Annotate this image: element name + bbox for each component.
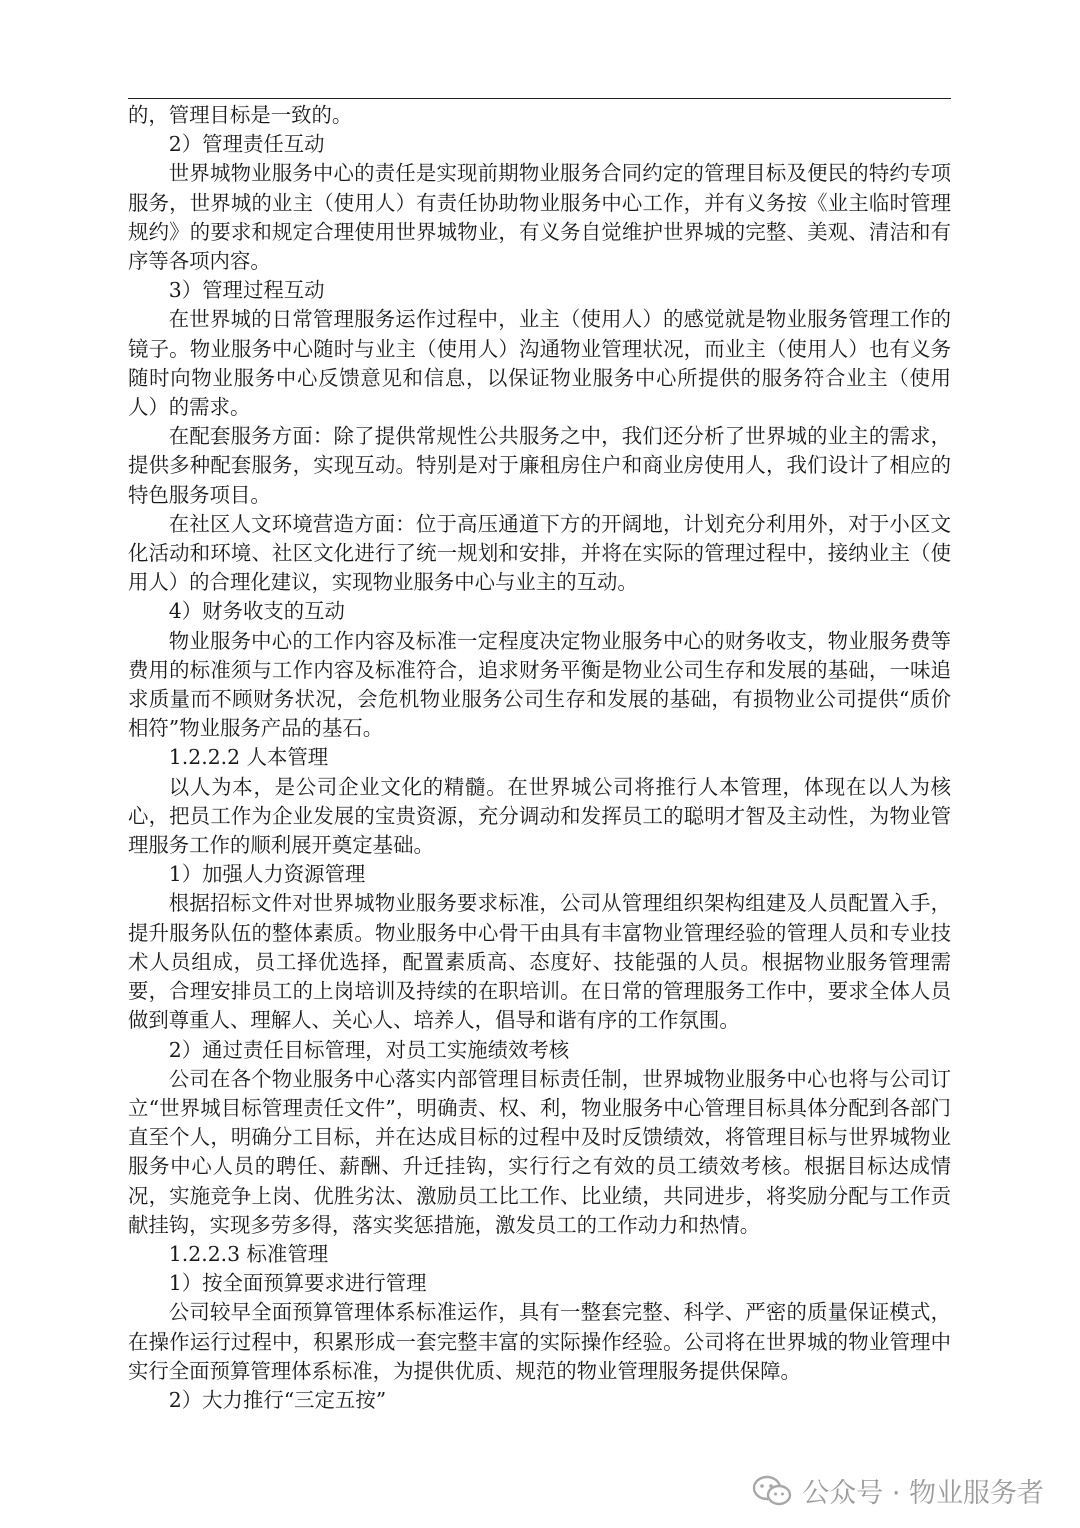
paragraph: 在社区人文环境营造方面：位于高压通道下方的开阔地，计划充分利用外，对于小区文化活动和环境、社区文化进行了统一规划和安排，并将在实际的管理过程中，接纳业主（使用人）的合理化建议，实现物业服务中心与业主的互动。 xyxy=(128,511,951,595)
watermark xyxy=(752,1471,1044,1510)
watermark-text: 公众号 · 物业服务者 xyxy=(802,1478,1044,1509)
wechat-logo-icon xyxy=(752,1475,792,1507)
paragraph: 在世界城的日常管理服务运作过程中，业主（使用人）的感觉就是物业服务管理工作的镜子。物业服务中心随时与业主（使用人）沟通物业管理状况，而业主（使用人）也有义务随时向物业服务中心反馈意见和信息，以保证物业服务中心所提供的服务符合业主（使用人）的需求。 xyxy=(128,307,951,420)
paragraph: 以人为本，是公司企业文化的精髓。在世界城公司将推行人本管理，体现在以人为核心，把员工作为企业发展的宝贵资源，充分调动和发挥员工的聪明才智及主动性，为物业管理服务工作的顺利展开奠定基础。 xyxy=(128,774,951,858)
paragraph: 2）管理责任互动 xyxy=(168,132,325,157)
paragraph: 1）按全面预算要求进行管理 xyxy=(168,1271,427,1296)
paragraph: 1.2.2.3 标准管理 xyxy=(168,1241,329,1266)
paragraph: 1.2.2.2 人本管理 xyxy=(168,745,329,770)
paragraph: 3）管理过程互动 xyxy=(168,278,325,303)
paragraph: 世界城物业服务中心的责任是实现前期物业服务合同约定的管理目标及便民的特约专项服务，世界城的业主（使用人）有责任协助物业服务中心工作，并有义务按《业主临时管理规约》的要求和规定合理使用世界城物业，有义务自觉维护世界城的完整、美观、清洁和有序等各项内容。 xyxy=(128,161,951,274)
paragraph: 1）加强人力资源管理 xyxy=(168,862,366,887)
header-rule xyxy=(128,98,951,99)
paragraph: 4）财务收支的互动 xyxy=(168,599,345,624)
paragraph: 根据招标文件对世界城物业服务要求标准，公司从管理组织架构组建及人员配置入手，提升服务队伍的整体素质。物业服务中心骨干由具有丰富物业管理经验的管理人员和专业技术人员组成，员工择优选择，配置素质高、态度好、技能强的人员。根据物业服务管理需要，合理安排员工的上岗培训及持续的在职培训。在日常的管理服务工作中，要求全体人员做到尊重人、理解人、关心人、培养人，倡导和谐有序的工作氛围。 xyxy=(128,891,951,1033)
paragraph: 2）通过责任目标管理，对员工实施绩效考核 xyxy=(168,1037,570,1062)
paragraph: 的，管理目标是一致的。 xyxy=(128,103,353,127)
paragraph: 2）大力推行“三定五按” xyxy=(168,1387,387,1412)
paragraph: 公司较早全面预算管理体系标准运作，具有一整套完整、科学、严密的质量保证模式，在操作运行过程中，积累形成一套完整丰富的实际操作经验。公司将在世界城的物业管理中实行全面预算管理体系标准，为提供优质、规范的物业管理服务提供保障。 xyxy=(128,1300,951,1383)
document-body xyxy=(128,101,951,1415)
paragraph: 物业服务中心的工作内容及标准一定程度决定物业服务中心的财务收支，物业服务费等费用的标准须与工作内容及标准符合，追求财务平衡是物业公司生存和发展的基础，一味追求质量而不顾财务状况，会危机物业服务公司生存和发展的基础，有损物业公司提供“质价相符”物业服务产品的基石。 xyxy=(128,628,951,741)
paragraph: 公司在各个物业服务中心落实内部管理目标责任制，世界城物业服务中心也将与公司订立“世界城目标管理责任文件”，明确责、权、利，物业服务中心管理目标具体分配到各部门直至个人，明确分工目标，并在达成目标的过程中及时反馈绩效，将管理目标与世界城物业服务中心人员的聘任、薪酬、升迁挂钩，实行行之有效的员工绩效考核。根据目标达成情况，实施竞争上岗、优胜劣汰、激励员工比工作、比业绩，共同进步，将奖励分配与工作贡献挂钩，实现多劳多得，落实奖惩措施，激发员工的工作动力和热情。 xyxy=(128,1066,951,1237)
paragraph: 在配套服务方面：除了提供常规性公共服务之中，我们还分析了世界城的业主的需求，提供多种配套服务，实现互动。特别是对于廉租房住户和商业房使用人，我们设计了相应的特色服务项目。 xyxy=(128,424,951,507)
